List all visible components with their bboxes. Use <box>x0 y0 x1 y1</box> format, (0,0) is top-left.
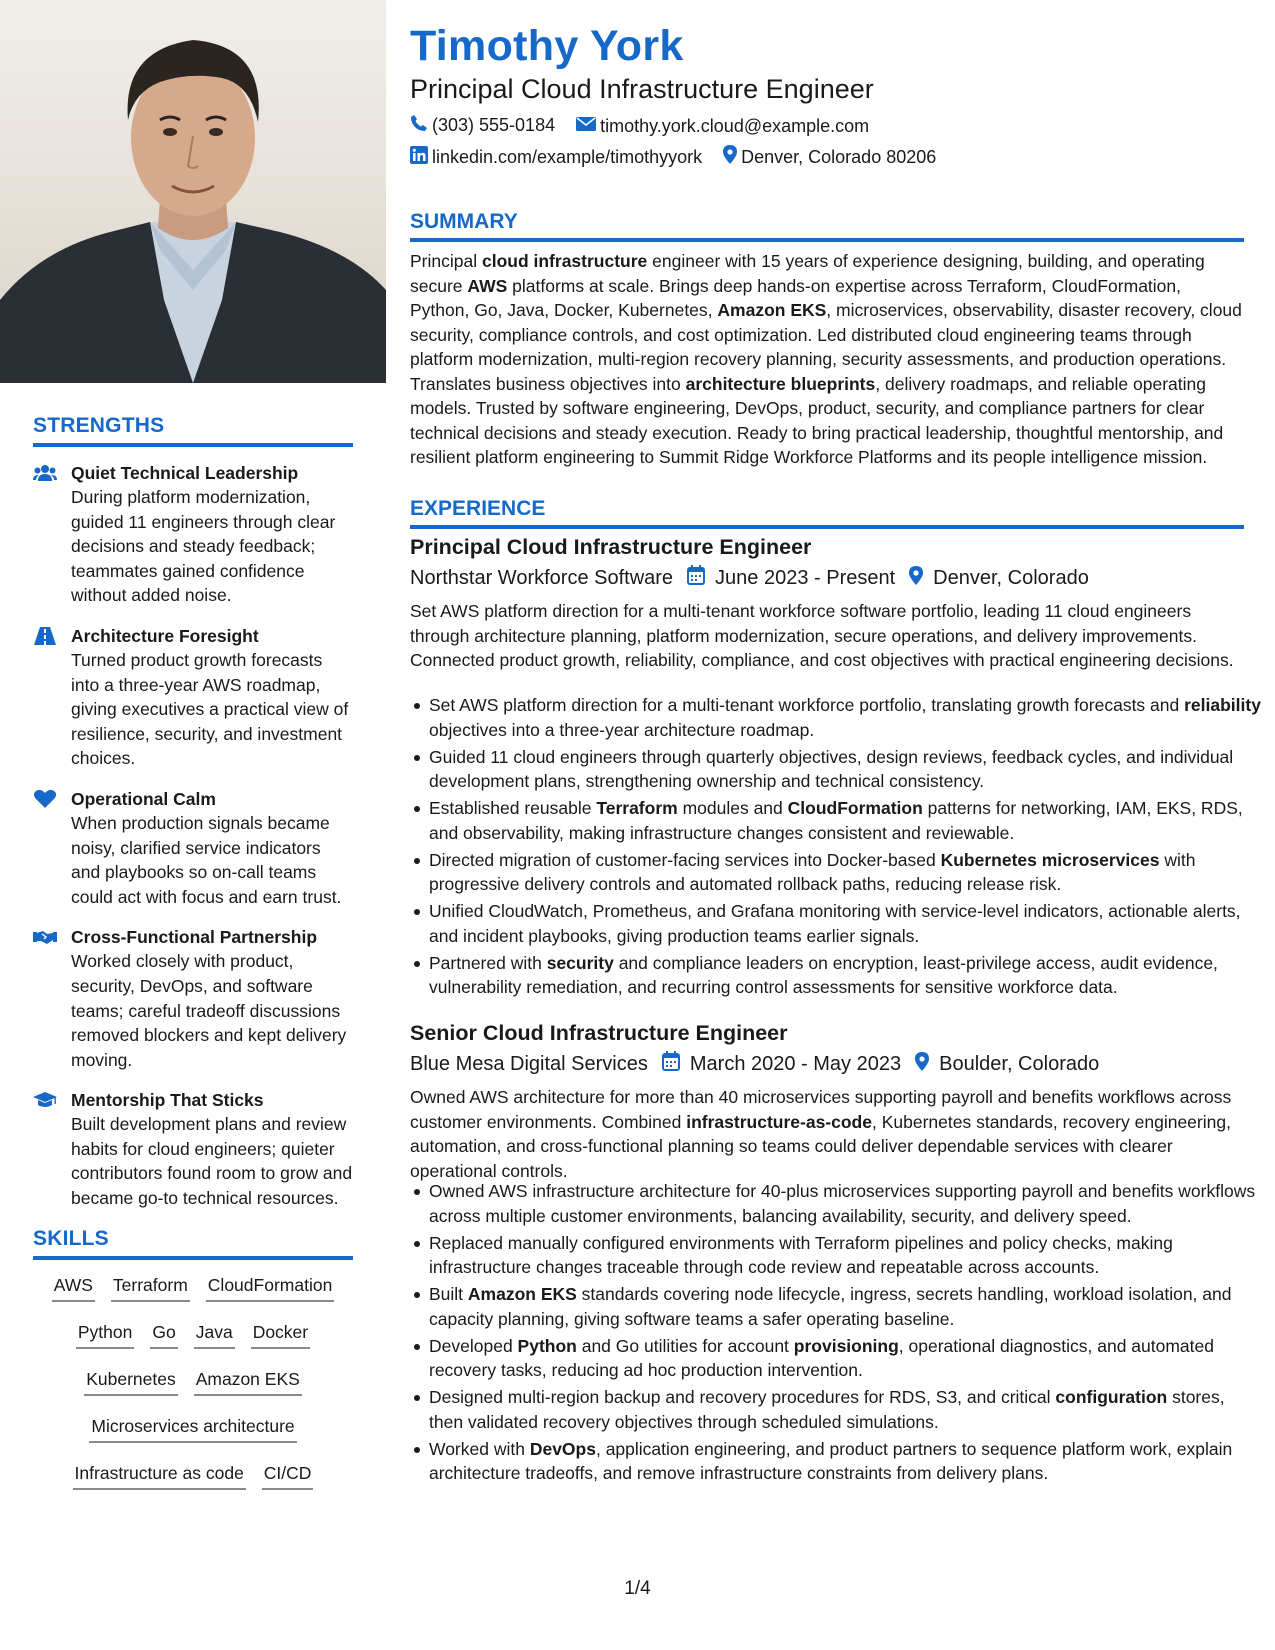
heart-icon <box>33 789 57 809</box>
map-pin-icon <box>909 566 933 591</box>
strength-body: Turned product growth forecasts into a three-year AWS roadmap, giving executives a practical view of resilience, security, and investment choices. <box>71 649 349 769</box>
linkedin-icon <box>410 146 432 169</box>
skills-list <box>33 1274 353 1509</box>
list-item: Directed migration of customer-facing services into Docker-based Kubernetes microservices with progressive delivery controls and automated rollback paths, reducing release risk. <box>429 848 1263 897</box>
list-item: Worked with DevOps, application engineering, and product partners to sequence platform work, explain architecture tradeoffs, and remove infrastructure constraints from delivery plans. <box>429 1437 1263 1486</box>
calendar-icon <box>687 565 715 591</box>
summary-heading: SUMMARY <box>410 210 1244 242</box>
strength-title: Operational Calm <box>71 788 216 809</box>
job-bullets <box>410 693 1263 1003</box>
strength-title: Cross-Functional Partnership <box>71 927 318 948</box>
job-dates: June 2023 - Present <box>687 565 895 591</box>
strength-body: Worked closely with product, security, DevOps, and software teams; careful tradeoff discussions removed blockers and kept delivery moving. <box>71 951 347 1070</box>
list-item: Built Amazon EKS standards covering node lifecycle, ingress, secrets handling, workload isolation, and capacity planning, giving software teams a safer operating baseline. <box>429 1282 1263 1331</box>
phone-icon <box>410 114 432 137</box>
experience-heading: EXPERIENCE <box>410 497 1244 529</box>
job-title: Senior Cloud Infrastructure Engineer <box>410 1021 788 1045</box>
page-number: 1/4 <box>624 1578 651 1599</box>
skill-tag: Java <box>194 1321 235 1349</box>
strength-body: When production signals became noisy, clarified service indicators and playbooks so on-call teams could act with focus and earn trust. <box>71 812 342 907</box>
strength-body: Built development plans and review habits for cloud engineers; quieter contributors found room to grow and became go-to technical resources. <box>71 1114 353 1209</box>
location-text: Denver, Colorado 80206 <box>741 146 937 167</box>
list-item: Unified CloudWatch, Prometheus, and Grafana monitoring with service-level indicators, actionable alerts, and incident playbooks, giving production teams earlier signals. <box>429 899 1263 948</box>
skill-tag: Terraform <box>111 1274 190 1302</box>
list-item: Partnered with security and compliance leaders on encryption, least-privilege access, audit evidence, vulnerability remediation, and recurring control assessments for sensitive workforce data. <box>429 951 1263 1000</box>
job-location: Boulder, Colorado <box>915 1052 1099 1077</box>
list-item: Designed multi-region backup and recovery procedures for RDS, S3, and critical configuration stores, then validated recovery objectives through scheduled simulations. <box>429 1385 1263 1434</box>
list-item: Guided 11 cloud engineers through quarterly objectives, design reviews, feedback cycles, and individual development plans, strengthening ownership and technical consistency. <box>429 745 1263 794</box>
strength-item <box>33 461 353 608</box>
strength-title: Mentorship That Sticks <box>71 1090 264 1111</box>
skill-tag: AWS <box>52 1274 95 1302</box>
list-item: Set AWS platform direction for a multi-tenant workforce portfolio, translating growth forecasts and reliability objectives into a three-year architecture roadmap. <box>429 693 1263 742</box>
strength-item <box>33 925 353 1072</box>
email-icon <box>576 116 600 137</box>
candidate-role: Principal Cloud Infrastructure Engineer <box>410 74 874 104</box>
skill-tag: Docker <box>251 1321 310 1349</box>
map-pin-icon <box>723 145 741 169</box>
strength-item <box>33 787 353 909</box>
skills-section <box>33 1227 353 1509</box>
skill-tag: Kubernetes <box>84 1368 178 1396</box>
list-item: Developed Python and Go utilities for account provisioning, operational diagnostics, and automated recovery tasks, reducing ad hoc production intervention. <box>429 1334 1263 1383</box>
strength-item <box>33 1088 353 1210</box>
candidate-name: Timothy York <box>410 22 684 70</box>
sidebar <box>0 0 386 1650</box>
job-location: Denver, Colorado <box>909 566 1089 591</box>
linkedin-contact[interactable] <box>410 146 702 169</box>
email-contact[interactable] <box>576 116 869 137</box>
strength-title: Quiet Technical Leadership <box>71 463 299 483</box>
job-bullets <box>410 1179 1263 1489</box>
skill-tag: Amazon EKS <box>194 1368 302 1396</box>
job-summary: Owned AWS architecture for more than 40 microservices supporting payroll and benefits workflows across customer environments. Combined infrastructure-as-code, Kubernetes standards, recovery engineering, automation, and cross-functional planning so teams could deliver dependable services with clearer operational controls. <box>410 1087 1232 1181</box>
list-item: Replaced manually configured environments with Terraform pipelines and policy checks, making infrastructure changes traceable through code review and repeatable across accounts. <box>429 1231 1263 1280</box>
skill-tag: Microservices architecture <box>89 1415 296 1443</box>
strength-title: Architecture Foresight <box>71 625 259 646</box>
skill-tag: CI/CD <box>262 1462 314 1490</box>
job-meta <box>410 565 1103 591</box>
users-icon <box>33 463 57 483</box>
location-contact <box>723 145 936 169</box>
company-name: Northstar Workforce Software <box>410 566 674 589</box>
job-meta <box>410 1051 1113 1077</box>
road-icon <box>33 626 57 646</box>
phone-text: (303) 555-0184 <box>432 115 556 135</box>
skills-heading: SKILLS <box>33 1227 353 1260</box>
skill-tag: Python <box>76 1321 134 1349</box>
skill-tag: Infrastructure as code <box>73 1462 246 1490</box>
strengths-heading: STRENGTHS <box>33 414 353 447</box>
job-summary: Set AWS platform direction for a multi-tenant workforce software portfolio, leading 11 cloud engineers through architecture planning, platform modernization, secure operations, and delivery improvements. Connected product growth, reliability, compliance, and cost objectives with practical engineering decisions. <box>410 601 1234 670</box>
profile-photo <box>0 0 386 383</box>
list-item: Established reusable Terraform modules and CloudFormation patterns for networking, IAM, EKS, RDS, and observability, making infrastructure changes consistent and reviewable. <box>429 796 1263 845</box>
graduation-cap-icon <box>33 1090 57 1110</box>
map-pin-icon <box>915 1052 939 1077</box>
job-dates: March 2020 - May 2023 <box>662 1051 901 1077</box>
contact-row-2 <box>410 145 952 169</box>
phone-contact[interactable] <box>410 114 555 137</box>
strength-item <box>33 624 353 771</box>
list-item: Owned AWS infrastructure architecture for 40-plus microservices supporting payroll and benefits workflows across multiple customer environments, balancing availability, security, and delivery speed. <box>429 1179 1263 1228</box>
strength-body: During platform modernization, guided 11 engineers through clear decisions and steady feedback; teammates gained confidence without added noise. <box>71 487 336 606</box>
calendar-icon <box>662 1051 690 1077</box>
company-name: Blue Mesa Digital Services <box>410 1052 648 1075</box>
summary-text: Principal cloud infrastructure engineer with 15 years of experience designing, building, and operating secure AWS platforms at scale. Brings deep hands-on expertise across Terraform, CloudFormation, Python, Go, Java, Docker, Kubernetes, Amazon EKS, microservices, observability, disaster recovery, cloud security, compliance controls, and cost optimization. Led distributed cloud engineering teams through platform modernization, multi-region recovery planning, security assessments, and production operations. Translates business objectives into architecture blueprints, delivery roadmaps, and reliable operating models. Trusted by software engineering, DevOps, product, security, and compliance partners for clear technical decisions and steady execution. Ready to bring practical leadership, thoughtful mentorship, and resilient platform engineering to Summit Ridge Workforce Platforms and its people intelligence mission. <box>410 251 1242 467</box>
email-text: timothy.york.cloud@example.com <box>600 116 870 136</box>
linkedin-text: linkedin.com/example/timothyyork <box>432 147 703 167</box>
skill-tag: Go <box>150 1321 177 1349</box>
contact-row <box>410 114 885 137</box>
handshake-icon <box>33 927 57 947</box>
skill-tag: CloudFormation <box>206 1274 335 1302</box>
job-title: Principal Cloud Infrastructure Engineer <box>410 535 812 559</box>
